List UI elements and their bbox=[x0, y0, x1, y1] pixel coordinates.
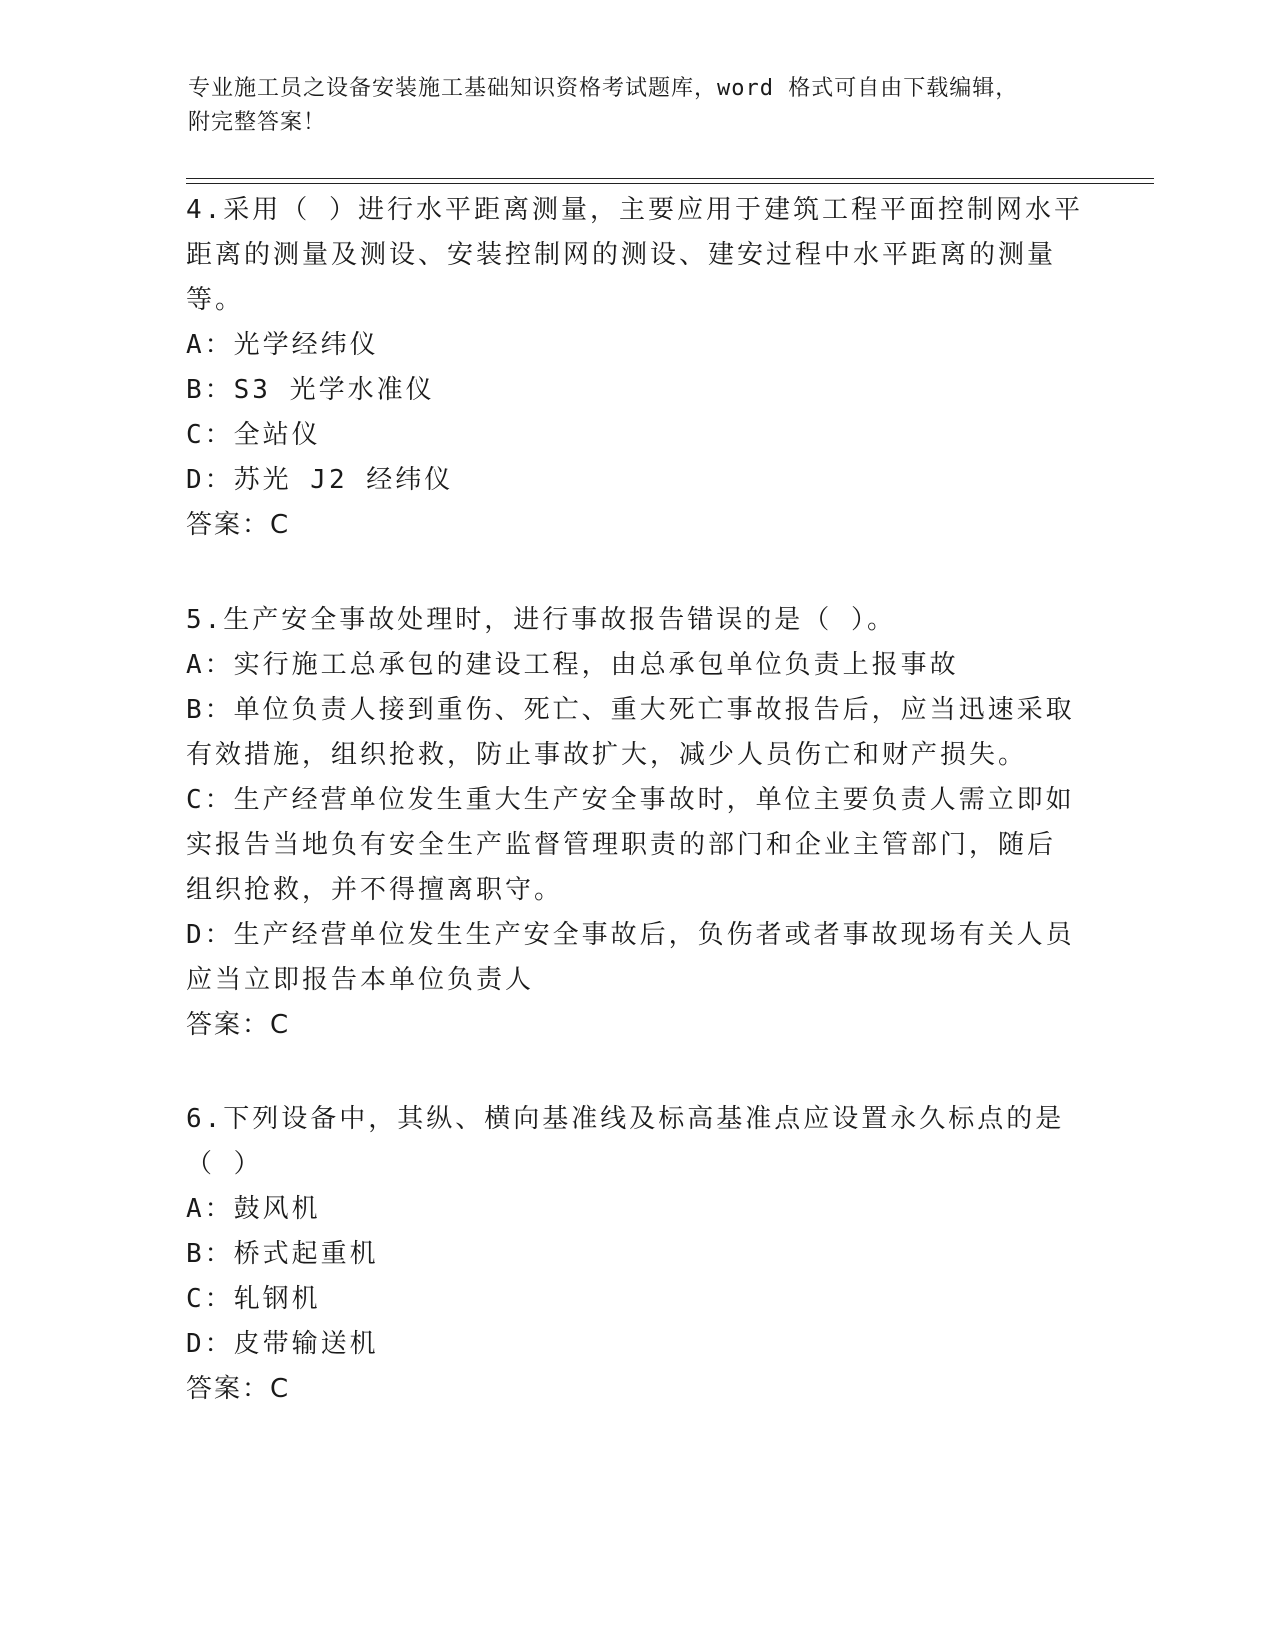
option-c-continued: 组织抢救，并不得擅离职守。 bbox=[186, 875, 564, 905]
option-b: B：桥式起重机 bbox=[186, 1239, 379, 1269]
question-stem-line: 4.采用（ ）进行水平距离测量，主要应用于建筑工程平面控制网水平 bbox=[186, 195, 1083, 225]
option-c: C：轧钢机 bbox=[186, 1284, 321, 1314]
header-line-1: 专业施工员之设备安装施工基础知识资格考试题库，word 格式可自由下载编辑， bbox=[188, 76, 1019, 101]
option-b: B：S3 光学水准仪 bbox=[186, 375, 435, 405]
option-d: D：苏光 J2 经纬仪 bbox=[186, 465, 454, 495]
question-4 bbox=[186, 188, 1086, 548]
option-d: D：皮带输送机 bbox=[186, 1329, 379, 1359]
question-stem-line: 6.下列设备中，其纵、横向基准线及标高基准点应设置永久标点的是 bbox=[186, 1104, 1065, 1134]
answer-line: 答案：C bbox=[186, 510, 291, 540]
header-divider bbox=[186, 178, 1154, 184]
answer-line: 答案：C bbox=[186, 1010, 291, 1040]
option-b: B：单位负责人接到重伤、死亡、重大死亡事故报告后，应当迅速采取 bbox=[186, 695, 1075, 725]
question-6 bbox=[186, 1097, 1086, 1412]
option-d: D：生产经营单位发生生产安全事故后，负伤者或者事故现场有关人员 bbox=[186, 920, 1075, 950]
option-a: A：光学经纬仪 bbox=[186, 330, 379, 360]
document-header bbox=[188, 72, 1088, 140]
option-d-continued: 应当立即报告本单位负责人 bbox=[186, 965, 535, 995]
option-c-continued: 实报告当地负有安全生产监督管理职责的部门和企业主管部门，随后 bbox=[186, 830, 1057, 860]
option-a: A：实行施工总承包的建设工程，由总承包单位负责上报事故 bbox=[186, 650, 959, 680]
question-5 bbox=[186, 598, 1086, 1048]
question-stem-line: 距离的测量及测设、安装控制网的测设、建安过程中水平距离的测量 bbox=[186, 240, 1057, 270]
answer-line: 答案：C bbox=[186, 1374, 291, 1404]
option-c: C：生产经营单位发生重大生产安全事故时，单位主要负责人需立即如 bbox=[186, 785, 1075, 815]
option-b-continued: 有效措施，组织抢救，防止事故扩大，减少人员伤亡和财产损失。 bbox=[186, 740, 1028, 770]
question-stem-line: （ ） bbox=[186, 1149, 263, 1179]
option-a: A：鼓风机 bbox=[186, 1194, 321, 1224]
question-stem-line: 等。 bbox=[186, 285, 245, 315]
option-c: C：全站仪 bbox=[186, 420, 321, 450]
question-stem-line: 5.生产安全事故处理时，进行事故报告错误的是（ ）。 bbox=[186, 605, 896, 635]
header-line-2: 附完整答案！ bbox=[188, 110, 327, 135]
